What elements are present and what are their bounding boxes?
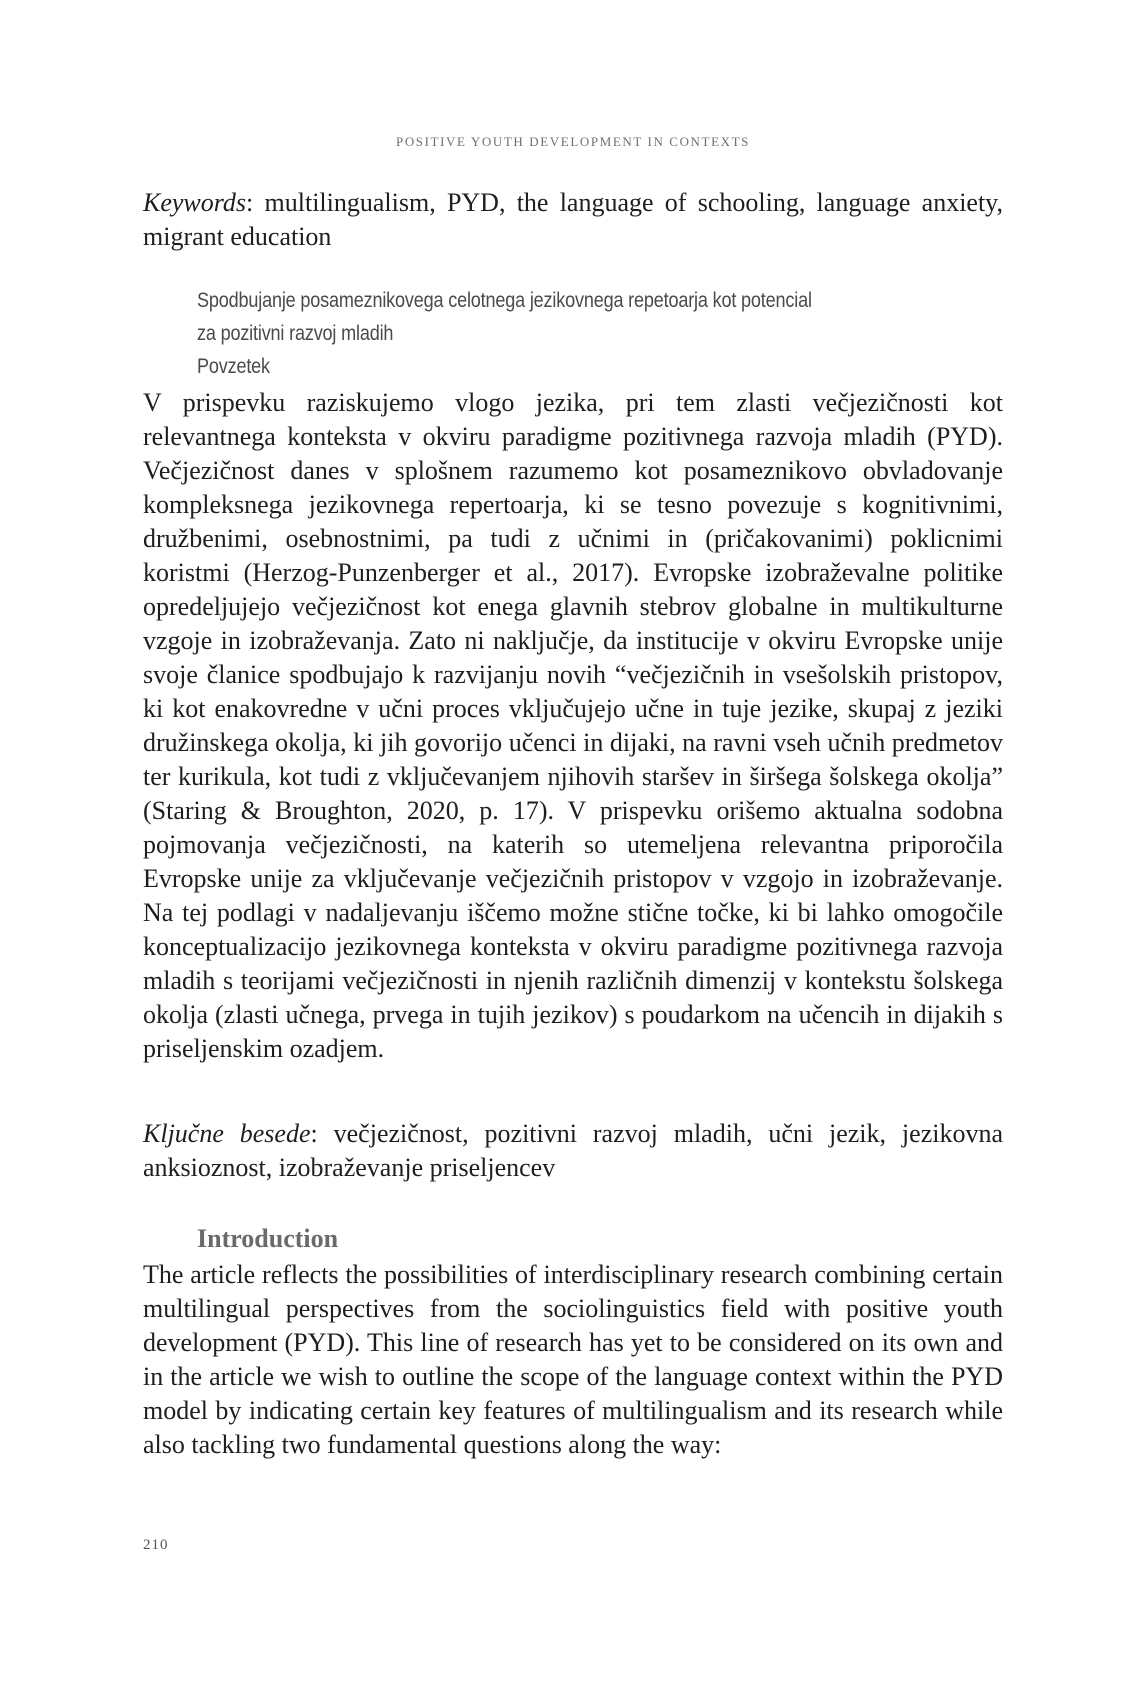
slovene-title-line-1: Spodbujanje posameznikovega celotnega jezikovnega repetoarja kot potencial [197, 289, 812, 312]
keywords-label: Keywords [143, 188, 247, 217]
povzetek-heading: Povzetek [197, 355, 270, 378]
page-number: 210 [143, 1537, 169, 1553]
document-page [143, 0, 1003, 1684]
slovene-title-block [197, 284, 851, 383]
kljucne-besede-text: : večjezičnost, pozitivni razvoj mladih, učni jezik, jezikovna anksioznost, izobraževanje priseljencev [143, 1119, 1003, 1182]
slovene-title-line-2: za pozitivni razvoj mladih [197, 322, 394, 345]
slovene-keywords [143, 1117, 1003, 1185]
slovene-abstract: V prispevku raziskujemo vlogo jezika, pri tem zlasti večjezičnosti kot relevantnega konteksta v okviru paradigme pozitivnega razvoja mladih (PYD). Večjezičnost danes v splošnem razumemo kot posameznikovo obvladovanje kompleksnega jezikovnega repertoarja, ki se tesno povezuje s kognitivnimi, družbenimi, osebnostnimi, pa tudi z učnimi in (pričakovanimi) poklicnimi koristmi (Herzog-Punzenberger et al., 2017). Evropske izobraževalne politike opredeljujejo večjezičnost kot enega glavnih stebrov globalne in multikulturne vzgoje in izobraževanja. Zato ni naključje, da institucije v okviru Evropske unije svoje članice spodbujajo k razvijanju novih “večjezičnih in vsešolskih pristopov, ki kot enakovredne v učni proces vključujejo učne in tuje jezike, skupaj z jeziki družinskega okolja, ki jih govorijo učenci in dijaki, na ravni vseh učnih predmetov ter kurikula, kot tudi z vključevanjem njihovih staršev in širšega šolskega okolja” (Staring & Broughton, 2020, p. 17). V prispevku orišemo aktualna sodobna pojmovanja večjezičnosti, na katerih so utemeljena relevantna priporočila Evropske unije za vključevanje večjezičnih pristopov v vzgojo in izobraževanje. Na tej podlagi v nadaljevanju iščemo možne stične točke, ki bi lahko omogočile konceptualizacijo jezikovnega konteksta v okviru paradigme pozitivnega razvoja mladih s teorijami večjezičnosti in njenih različnih dimenzij v kontekstu šolskega okolja (zlasti učnega, prvega in tujih jezikov) s poudarkom na učencih in dijakih s priseljenskim ozadjem. [143, 388, 1003, 1063]
introduction-heading: Introduction [197, 1224, 339, 1253]
english-keywords [143, 186, 1003, 254]
kljucne-besede-label: Ključne besede [143, 1119, 311, 1148]
running-header: POSITIVE YOUTH DEVELOPMENT IN CONTEXTS [395, 134, 750, 149]
keywords-text: : multilingualism, PYD, the language of schooling, language anxiety, migrant education [143, 188, 1003, 251]
introduction-paragraph: The article reflects the possibilities of interdisciplinary research combining certain multilingual perspectives from the sociolinguistics field with positive youth development (PYD). This line of research has yet to be considered on its own and in the article we wish to outline the scope of the language context within the PYD model by indicating certain key features of multilingualism and its research while also tackling two fundamental questions along the way: [143, 1260, 1003, 1459]
